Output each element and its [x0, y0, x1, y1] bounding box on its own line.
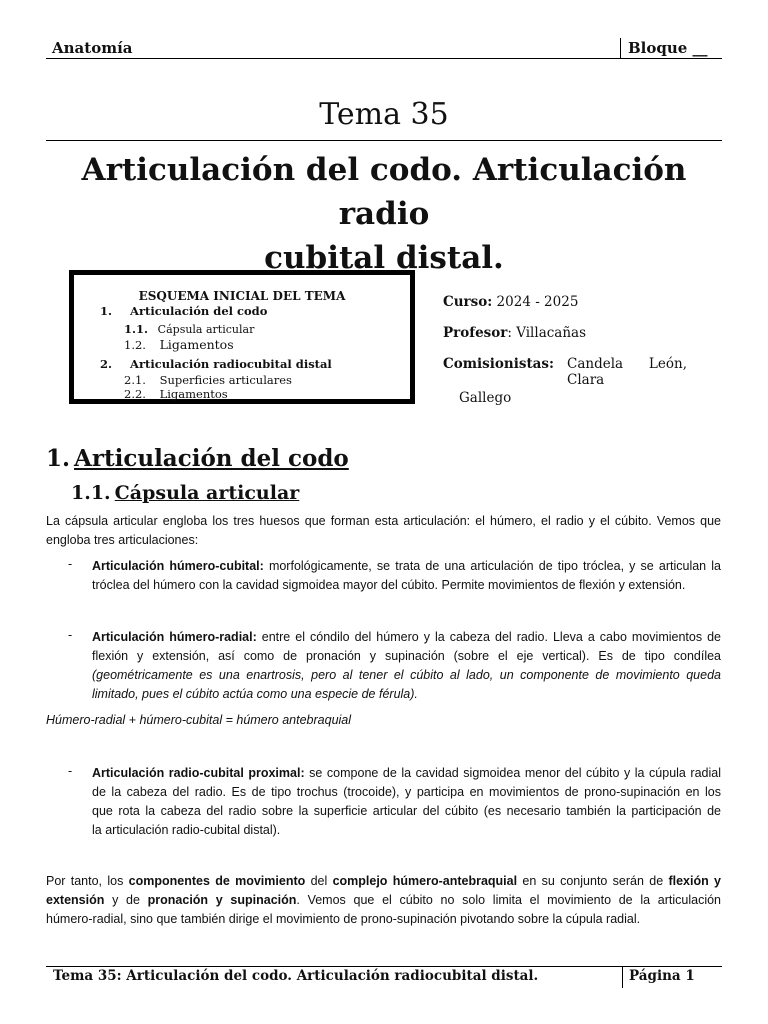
text-run-bold: complejo húmero-antebraquial: [332, 874, 518, 888]
profesor-value: : Villacañas: [507, 325, 587, 341]
page-header: [46, 38, 722, 59]
equation-text: Húmero-radial + húmero-cubital = húmero antebraquial: [46, 713, 352, 727]
intro-line: engloba tres articulaciones:: [46, 533, 199, 547]
bullet-line: (geométricamente es una enartrosis, pero al tener el cúbito al lado, un componente de movimiento queda: [92, 668, 721, 682]
conclusion-line: [46, 872, 721, 891]
conclusion-paragraph: [46, 872, 721, 929]
schema-item-num: 2.1.: [124, 373, 146, 387]
bullet-line: [92, 557, 721, 576]
bullet-radio-cubital-proximal: [92, 764, 721, 840]
schema-item-num: 1.2.: [124, 338, 146, 352]
text-run: y de: [104, 893, 148, 907]
bullet-term: Articulación húmero-cubital:: [92, 559, 264, 573]
comisionistas-label: Comisionistas:: [443, 356, 555, 372]
header-divider: [620, 38, 621, 59]
schema-item-label: Ligamentos: [159, 387, 228, 401]
schema-item-label: Ligamentos: [159, 337, 234, 352]
bullet-line: flexión y extensión, así como de pronación y supinación (sobre el eje vertical). Es de tipo condílea: [92, 649, 721, 663]
schema-item-num: 2.: [100, 357, 113, 371]
schema-item: [124, 387, 228, 401]
bullet-text: morfológicamente, se trata de una articulación de tipo tróclea, y se articulan la: [263, 559, 721, 573]
bullet-line: [92, 764, 721, 783]
schema-item-label: Cápsula articular: [157, 323, 255, 336]
comisionistas-value: Candela León, Clara: [567, 356, 687, 388]
text-run-bold: extensión: [46, 893, 105, 907]
schema-item: [100, 357, 332, 371]
text-run: . Vemos que el cúbito no solo limita el movimiento de la articulación: [296, 893, 722, 907]
bullet-humero-cubital: [92, 557, 721, 595]
subsection-title: Cápsula articular: [114, 482, 300, 504]
tema-number: Tema 35: [319, 97, 449, 132]
text-run-bold: componentes de movimiento: [128, 874, 306, 888]
header-subject: Anatomía: [52, 39, 133, 57]
schema-title: ESQUEMA INICIAL DEL TEMA: [138, 289, 346, 303]
page-title-line1: Articulación del codo. Articulación radio: [81, 152, 687, 232]
bullet-dash: -: [68, 764, 73, 778]
bullet-line: [92, 628, 721, 647]
schema-item-label: Superficies articulares: [159, 373, 292, 387]
schema-item: [124, 373, 292, 387]
curso-value: 2024 - 2025: [492, 294, 579, 310]
schema-item: [124, 337, 234, 352]
section-title: Articulación del codo: [74, 445, 349, 472]
curso-label: Curso:: [443, 294, 493, 310]
section-number: 1.: [46, 445, 71, 472]
profesor-label: Profesor: [443, 325, 508, 341]
bullet-humero-radial: [92, 628, 721, 704]
title-rule: [46, 140, 722, 141]
section-heading-1: [46, 445, 349, 472]
intro-line: La cápsula articular engloba los tres huesos que forman esta articulación: el húmero, el radio y el cúbito. Vemos que: [46, 514, 721, 528]
text-run: Por tanto, los: [46, 874, 129, 888]
schema-item-num: 1.1.: [124, 322, 149, 336]
subsection-heading-1-1: [71, 482, 299, 504]
schema-item-num: 2.2.: [124, 387, 146, 401]
footer-divider: [622, 967, 623, 988]
comisionistas-value-cont: Gallego: [459, 390, 512, 406]
page-title-line2: cubital distal.: [264, 240, 504, 276]
comisionistas-info: [443, 356, 687, 406]
schema-item-label: Articulación del codo: [130, 304, 268, 318]
bullet-term: Articulación húmero-radial:: [92, 630, 257, 644]
bullet-line: que rota la cabeza del radio sobre la superficie articular del cúbito (es necesario también la participación de: [92, 804, 721, 818]
bullet-line: limitado, pues el cúbito actúa como una especie de férula).: [92, 687, 418, 701]
text-run-bold: pronación y supinación: [147, 893, 297, 907]
text-run-bold: flexión y: [668, 874, 722, 888]
page-footer: [46, 966, 722, 989]
schema-item: [124, 322, 254, 336]
intro-paragraph: [46, 512, 721, 550]
footer-title: Tema 35: Articulación del codo. Articulación radiocubital distal.: [53, 968, 539, 984]
schema-item-num: 1.: [100, 304, 113, 318]
text-run: del: [305, 874, 333, 888]
bullet-dash: -: [68, 557, 73, 571]
page-number: Página 1: [629, 968, 695, 984]
bullet-line: de la cabeza del radio. Es de tipo trochus (trocoide), y participa en movimientos de prono-supinación en los: [92, 785, 721, 799]
text-run: en su conjunto serán de: [517, 874, 669, 888]
bullet-dash: -: [68, 628, 73, 642]
conclusion-line: [46, 891, 721, 910]
bullet-term: Articulación radio-cubital proximal:: [92, 766, 305, 780]
professor-info: [443, 325, 586, 341]
header-block: Bloque __: [628, 39, 708, 57]
conclusion-line: húmero-radial, sino que también dirige el movimiento de prono-supinación pivotando sobre la cúpula radial.: [46, 912, 641, 926]
schema-box: [69, 270, 415, 404]
subsection-number: 1.1.: [71, 482, 111, 504]
schema-item-label: Articulación radiocubital distal: [130, 357, 332, 371]
schema-item: [100, 304, 267, 318]
bullet-line: la articulación radio-cubital distal).: [92, 823, 281, 837]
bullet-line: tróclea del húmero con la cavidad sigmoidea mayor del cúbito. Permite movimientos de flexión y extensión.: [92, 578, 686, 592]
bullet-text: entre el cóndilo del húmero y la cabeza del radio. Lleva a cabo movimientos de: [256, 630, 721, 644]
bullet-text: se compone de la cavidad sigmoidea menor del cúbito y la cúpula radial: [304, 766, 722, 780]
page-title: [40, 148, 728, 280]
course-info: [443, 294, 578, 310]
